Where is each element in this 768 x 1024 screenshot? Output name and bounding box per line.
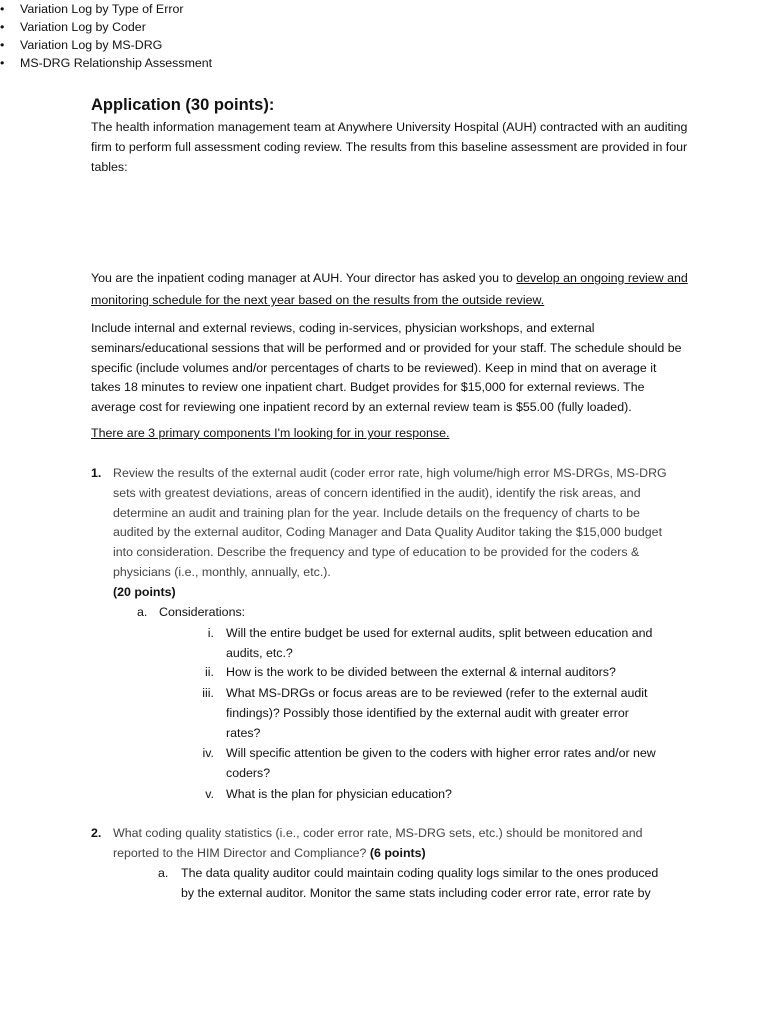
instructions-paragraph: Include internal and external reviews, coding in-services, physician workshops, and external seminars/educational sessions that will be performed and or provided for your staff. The schedule should be specific (include volumes and/or percentages of charts to be reviewed). Keep in mind that on average it takes 18 minutes to review one inpatient chart. Budget provides for $15,000 for external reviews. The average cost for reviewing one inpatient record by an external review team is $55.00 (fully loaded).	[91, 321, 682, 415]
item-2-paragraph	[113, 824, 658, 864]
section-heading: Application (30 points):	[91, 96, 275, 114]
item-2-points: (6 points)	[369, 845, 426, 860]
consideration-text: How is the work to be divided between the external & internal auditors?	[226, 665, 616, 679]
list-item-label: Variation Log by Type of Error	[20, 2, 184, 16]
intro-paragraph: The health information management team at Anywhere University Hospital (AUH) contracted with an auditing firm to perform full assessment coding review. The results from this baseline assessment are provided in four tables:	[91, 120, 688, 174]
consideration-numeral: v.	[205, 787, 214, 801]
consideration-text: What MS-DRGs or focus areas are to be reviewed (refer to the external audit findings)? Possibly those identified by the external audit with greater error rates?	[226, 686, 648, 740]
table-list	[0, 0, 768, 72]
bullet-icon: •	[0, 56, 5, 70]
consideration-numeral: ii.	[205, 665, 214, 679]
list-item-label: Variation Log by Coder	[20, 20, 146, 34]
item-1-sub-letter: a.	[137, 605, 148, 619]
list-item-label: MS-DRG Relationship Assessment	[20, 56, 213, 70]
consideration-numeral: i.	[207, 626, 214, 640]
consideration-numeral: iv.	[202, 746, 214, 760]
role-task-underlined: develop an ongoing review and monitoring schedule for the next year based on the results from the outside review.	[91, 271, 688, 307]
item-1-number: 1.	[91, 466, 102, 480]
list-item	[0, 18, 768, 36]
bullet-icon: •	[0, 20, 5, 34]
list-item-label: Variation Log by MS-DRG	[20, 38, 163, 52]
role-paragraph	[91, 267, 691, 311]
components-line: There are 3 primary components I'm looking for in your response.	[91, 426, 450, 440]
item-2-sub-text: The data quality auditor could maintain coding quality logs similar to the ones produced by the external auditor. Monitor the same stats including coder error rate, error rate by	[181, 866, 659, 900]
item-1-text: Review the results of the external audit (coder error rate, high volume/high error MS-DRGs, MS-DRG sets with greatest deviations, areas of concern identified in the audit), identify the risk areas, and determine an audit and training plan for the year. Include details on the frequency of charts to be audited by the external auditor, Coding Manager and Data Quality Auditor taking the $15,000 budget into consideration. Describe the frequency and type of education to be provided for the coders & physicians (i.e., monthly, annually, etc.).	[113, 466, 667, 579]
consideration-text: What is the plan for physician education?	[226, 787, 452, 801]
considerations-label: Considerations:	[159, 605, 246, 619]
item-2-text: What coding quality statistics (i.e., coder error rate, MS-DRG sets, etc.) should be monitored and reported to the HIM Director and Compliance?	[113, 826, 643, 860]
list-item	[0, 36, 768, 54]
item-2-number: 2.	[91, 826, 102, 840]
bullet-icon: •	[0, 2, 5, 16]
consideration-numeral: iii.	[202, 686, 214, 700]
item-1-points: (20 points)	[113, 585, 176, 599]
list-item	[0, 0, 768, 18]
consideration-text: Will specific attention be given to the coders with higher error rates and/or new coders?	[226, 746, 656, 780]
item-2-sub-letter: a.	[158, 866, 169, 880]
consideration-text: Will the entire budget be used for external audits, split between education and audits, etc.?	[226, 626, 653, 660]
role-text: You are the inpatient coding manager at AUH. Your director has asked you to	[91, 271, 517, 285]
list-item	[0, 54, 768, 72]
bullet-icon: •	[0, 38, 5, 52]
